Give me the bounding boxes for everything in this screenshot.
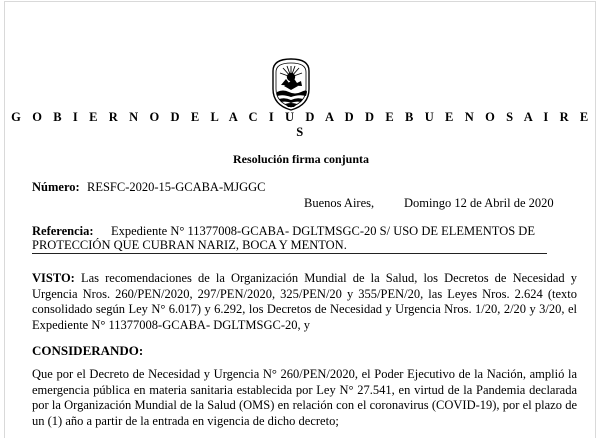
city-label: Buenos Aires, <box>304 196 375 210</box>
visto-label: VISTO: <box>32 271 75 285</box>
referencia-line-1: Expediente N° 11377008-GCABA- DGLTMSGC-20 S/ USO DE ELEMENTOS DE <box>111 224 535 238</box>
numero-label: Número: <box>32 180 80 194</box>
government-heading: G O B I E R N O D E L A C I U D A D D E B U E N O S A I R E S <box>11 110 591 139</box>
considerando-heading: CONSIDERANDO: <box>32 343 144 358</box>
numero-value: RESFC-2020-15-GCABA-MJGGC <box>87 180 266 194</box>
resolution-date: Domingo 12 de Abril de 2020 <box>404 196 554 210</box>
visto-text: Las recomendaciones de la Organización Mundial de la Salud, los Decretos de Necesidad y Urgencia Nros. 260/PEN/2020, 297/PEN/2020, 325/PEN/20 y 355/PEN/20, las Leyes Nros. 2.624 (texto consolidado según Ley N° 6.017) y 6.292, los Decretos de Necesidad y Urgencia Nros. 1/20, 2/20 y 3/20, el Expediente N° 11377008-GCABA- DGLTMSGC-20, y <box>32 271 577 332</box>
considerando-paragraph: Que por el Decreto de Necesidad y Urgencia N° 260/PEN/2020, el Poder Ejecutivo de la Nación, amplió la emergencia pública en materia sanitaria establecida por Ley N° 27.541, en virtud de la Pandemia declarada por la Organización Mundial de la Salud (OMS) en relación con el coronavirus (COVID-19), por el plazo de un (1) año a partir de la entrada en vigencia de dicho decreto; <box>32 367 577 428</box>
referencia-line-2: PROTECCIÓN QUE CUBRAN NARIZ, BOCA Y MENTON. <box>32 238 347 252</box>
visto-paragraph <box>32 271 577 333</box>
city-coat-of-arms-seal <box>267 55 315 113</box>
referencia-label: Referencia: <box>32 224 94 238</box>
resolution-type-title: Resolución firma conjunta <box>233 152 369 166</box>
separator-rule <box>32 253 547 254</box>
document-page <box>4 1 596 438</box>
